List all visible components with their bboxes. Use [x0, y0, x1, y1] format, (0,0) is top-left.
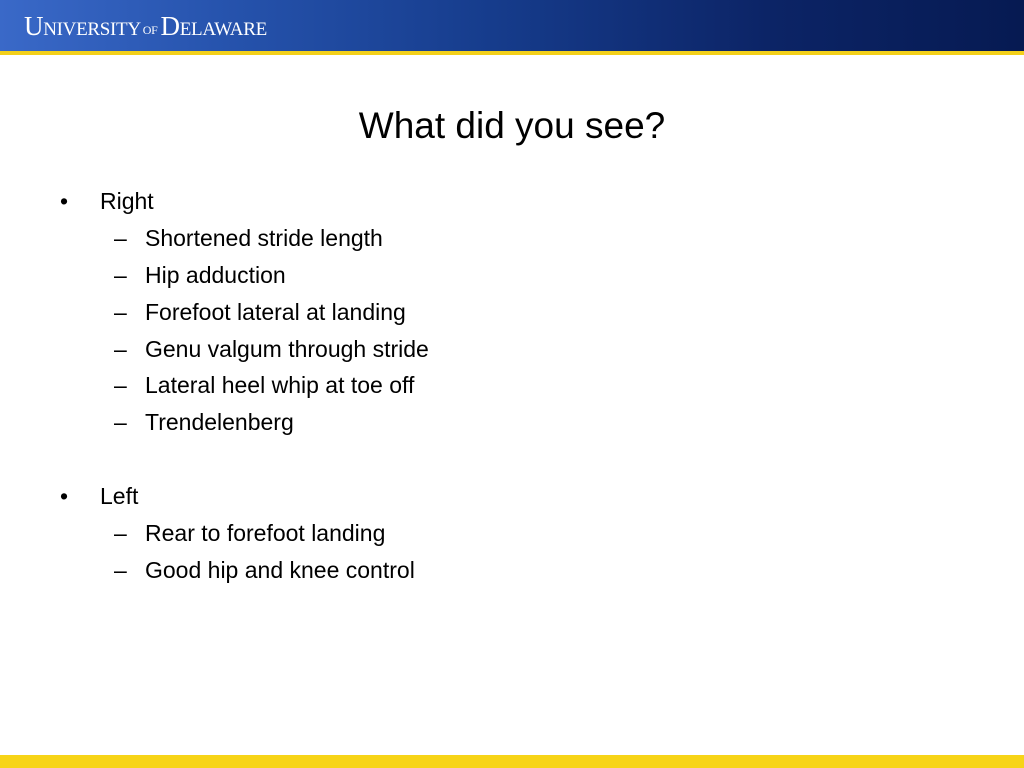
slide-title: What did you see?	[358, 105, 666, 146]
sub-bullet-marker: –	[114, 409, 127, 435]
sub-bullet-marker: –	[114, 225, 127, 251]
footer-yellow-rule	[0, 755, 1024, 768]
bullet-marker: •	[60, 483, 69, 509]
bullet-marker: •	[60, 188, 69, 214]
sub-bullet-item: Hip adduction	[145, 262, 286, 288]
sub-bullet-marker: –	[114, 336, 127, 362]
university-logo: UNIVERSITY OF DELAWARE	[24, 11, 267, 41]
sub-bullet-item: Rear to forefoot landing	[145, 520, 386, 546]
sub-bullet-marker: –	[114, 557, 127, 583]
sub-bullet-item: Lateral heel whip at toe off	[145, 372, 415, 398]
sub-bullet-item: Forefoot lateral at landing	[145, 299, 406, 325]
sub-bullet-marker: –	[114, 372, 127, 398]
sub-bullet-item: Genu valgum through stride	[145, 336, 429, 362]
sub-bullet-marker: –	[114, 520, 127, 546]
sub-bullet-item: Shortened stride length	[145, 225, 383, 251]
sub-bullet-item: Good hip and knee control	[145, 557, 415, 583]
bullet-right: Right	[100, 188, 154, 214]
sub-bullet-marker: –	[114, 262, 127, 288]
sub-bullet-marker: –	[114, 299, 127, 325]
bullet-left: Left	[100, 483, 139, 509]
header-yellow-rule	[0, 51, 1024, 55]
header-band	[0, 0, 1024, 51]
sub-bullet-item: Trendelenberg	[145, 409, 294, 435]
